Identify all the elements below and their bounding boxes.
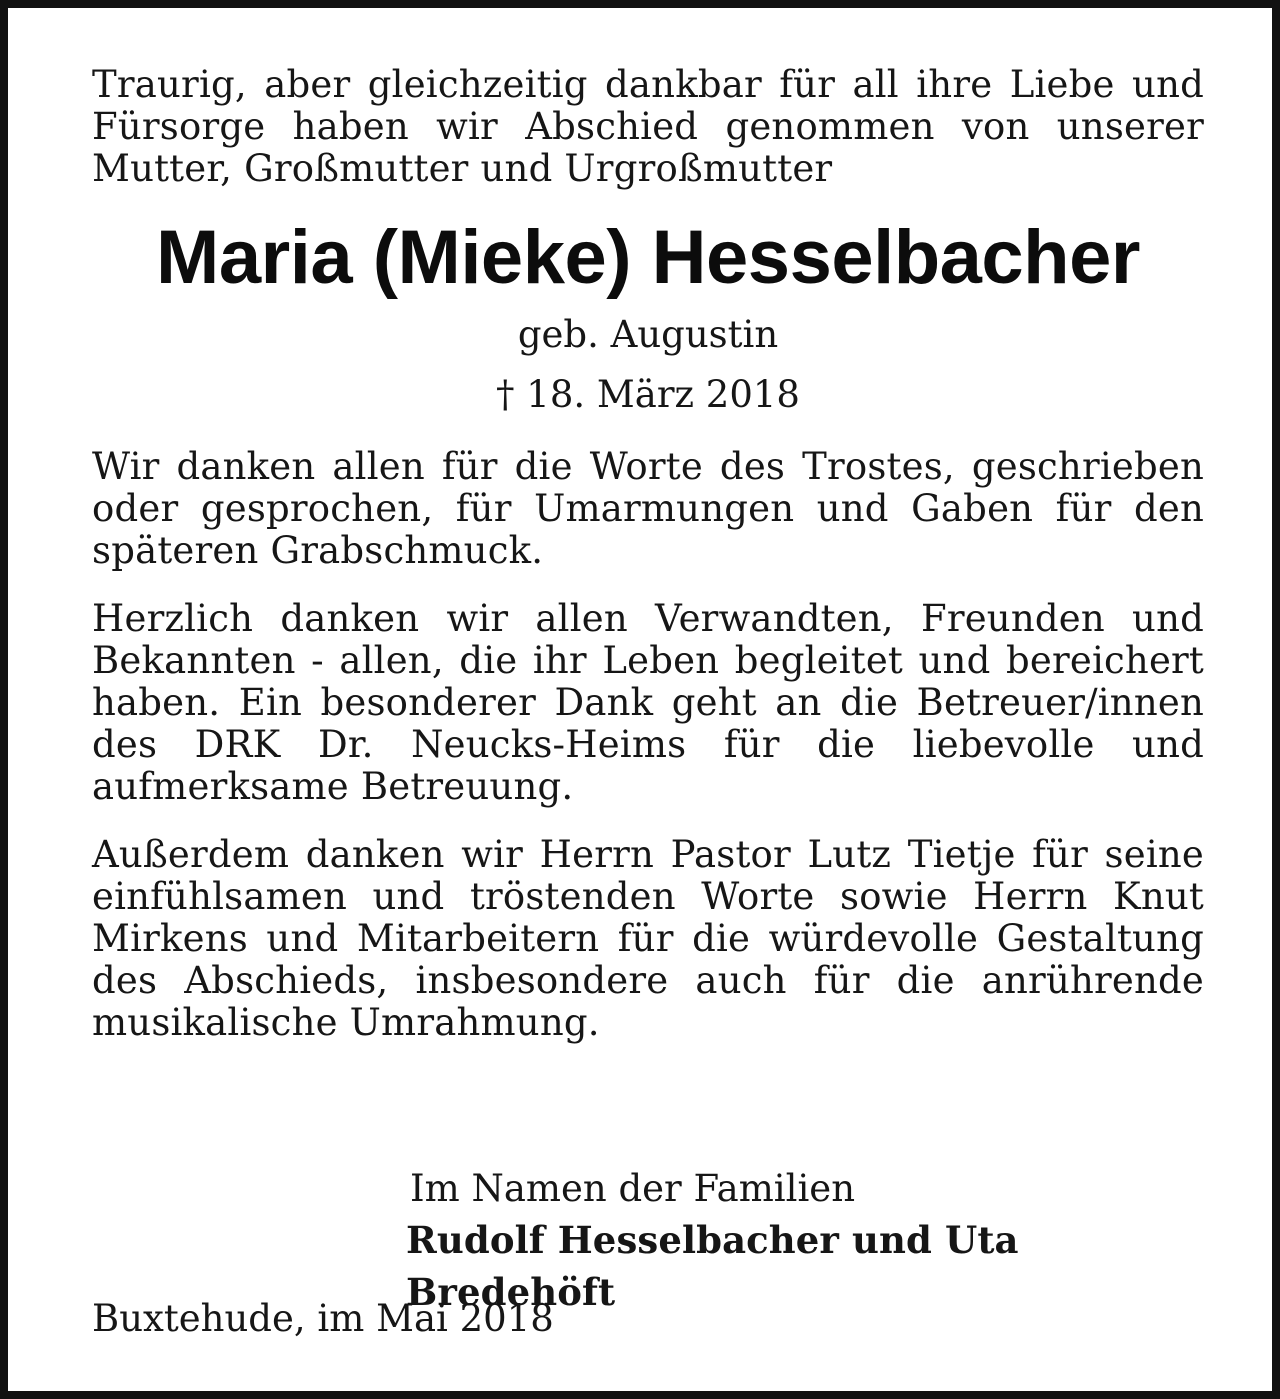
place-date: Buxtehude, im Mai 2018 — [92, 1297, 554, 1340]
notice-content — [92, 64, 1204, 1044]
signature-intro: Im Namen der Familien — [410, 1167, 856, 1210]
thanks-paragraph-3: Außerdem danken wir Herrn Pastor Lutz Tietje für seine einfühlsamen und tröstenden Worte sowie Herrn Knut Mirkens und Mitarbeitern für die würdevolle Gestaltung des Abschieds, insbesondere auch für die anrührende musikalische Umrahmung. — [92, 833, 1204, 1044]
intro-text: Traurig, aber gleichzeitig dankbar für all ihre Liebe und Fürsorge haben wir Abschied genommen von unserer Mutter, Großmutter und Urgroßmutter — [92, 63, 1204, 190]
death-date: † 18. März 2018 — [496, 373, 800, 416]
maiden-name: geb. Augustin — [517, 313, 779, 356]
thanks-paragraph-2: Herzlich danken wir allen Verwandten, Freunden und Bekannten - allen, die ihr Leben begleitet und bereichert haben. Ein besonderer Dank geht an die Betreuer/innen des DRK Dr. Neucks-Heims für die liebevolle und aufmerksame Betreuung. — [92, 597, 1204, 808]
thanks-paragraph-1: Wir danken allen für die Worte des Trostes, geschrieben oder gesprochen, für Umarmungen und Gaben für den späteren Grabschmuck. — [92, 445, 1204, 572]
deceased-name: Maria (Mieke) Hesselbacher — [156, 215, 1140, 300]
signature-names: Rudolf Hesselbacher und Uta Bredehöft — [406, 1218, 1019, 1314]
